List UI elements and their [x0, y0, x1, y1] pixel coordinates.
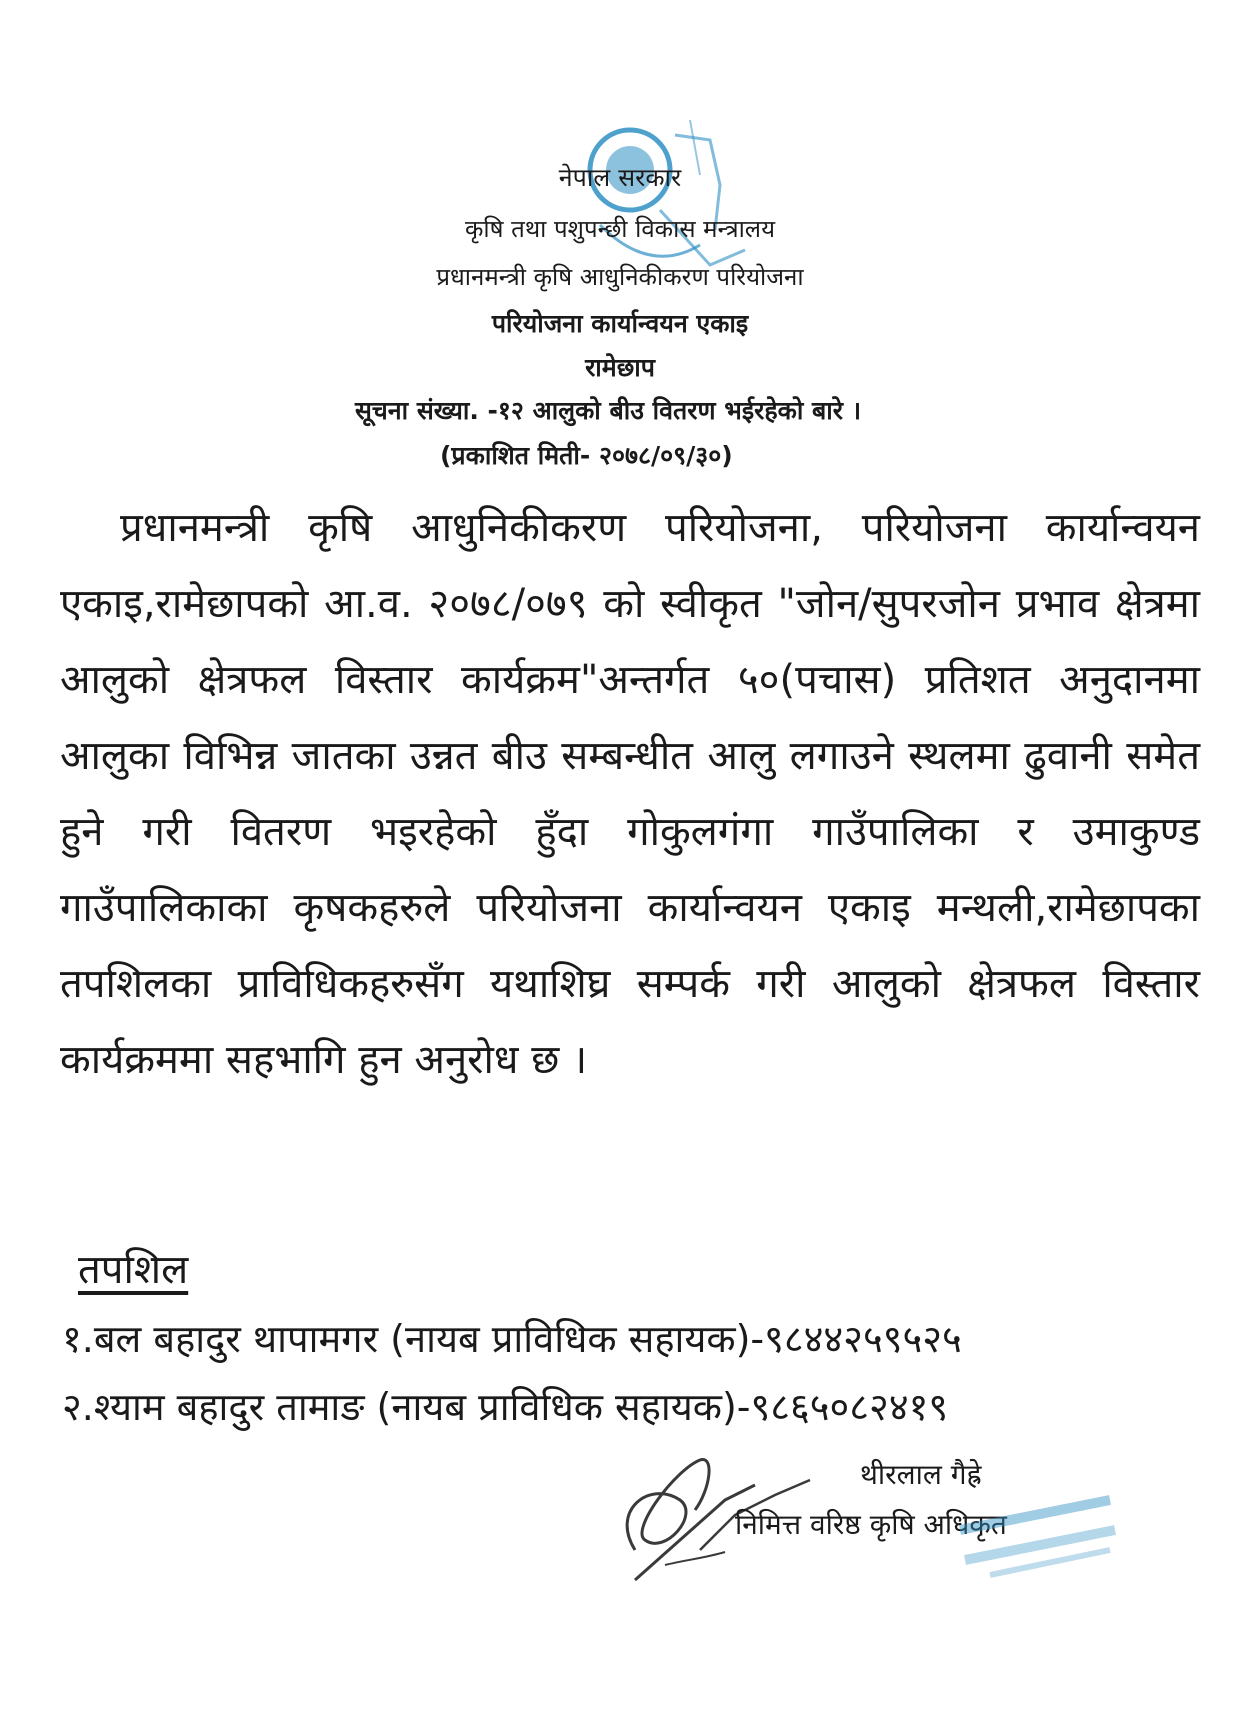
published-date: (प्रकाशित मिती- २०७८/०९/३०) [440, 441, 733, 470]
contact-list [62, 1305, 962, 1441]
header-district: रामेछाप [585, 353, 655, 382]
contact-item: २.श्याम बहादुर तामाङ (नायब प्राविधिक सहायक)-९८६५०८२४१९ [62, 1385, 949, 1429]
signatory-title: निमित्त वरिष्ठ कृषि अधिकृत [735, 1508, 1007, 1541]
contact-item: १.बल बहादुर थापामगर (नायब प्राविधिक सहायक)-९८४४२५९५२५ [62, 1317, 962, 1361]
header-government: नेपाल सरकार [558, 163, 682, 192]
details-heading: तपशिल [78, 1247, 189, 1293]
officer-stamp-icon [950, 1490, 1120, 1580]
notice-title: सूचना संख्या. -१२ आलुको बीउ वितरण भईरहेको बारे । [355, 396, 862, 425]
signatory-name: थीरलाल गैह्रे [860, 1458, 982, 1491]
header-ministry: कृषि तथा पशुपन्छी विकास मन्त्रालय [465, 215, 775, 243]
notice-body: प्रधानमन्त्री कृषि आधुनिकीकरण परियोजना, परियोजना कार्यान्वयन एकाइ,रामेछापको आ.व. २०७८/०७९ को स्वीकृत "जोन/सुपरजोन प्रभाव क्षेत्रमा आलुको क्षेत्रफल विस्तार कार्यक्रम"अन्तर्गत ५०(पचास) प्रतिशत अनुदानमा आलुका विभिन्न जातका उन्नत बीउ सम्बन्धीत आलु लगाउने स्थलमा ढुवानी समेत हुने गरी वितरण भइरहेको हुँदा गोकुलगंगा गाउँपालिका र उमाकुण्ड गाउँपालिकाका कृषकहरुले परियोजना कार्यान्वयन एकाइ मन्थली,रामेछापका तपशिलका प्राविधिकहरुसँग यथाशिघ्र सम्पर्क गरी आलुको क्षेत्रफल विस्तार कार्यक्रममा सहभागि हुन अनुरोध छ । [60, 505, 1200, 1083]
header-project: प्रधानमन्त्री कृषि आधुनिकीकरण परियोजना [436, 263, 804, 291]
header-unit: परियोजना कार्यान्वयन एकाइ [491, 309, 749, 338]
